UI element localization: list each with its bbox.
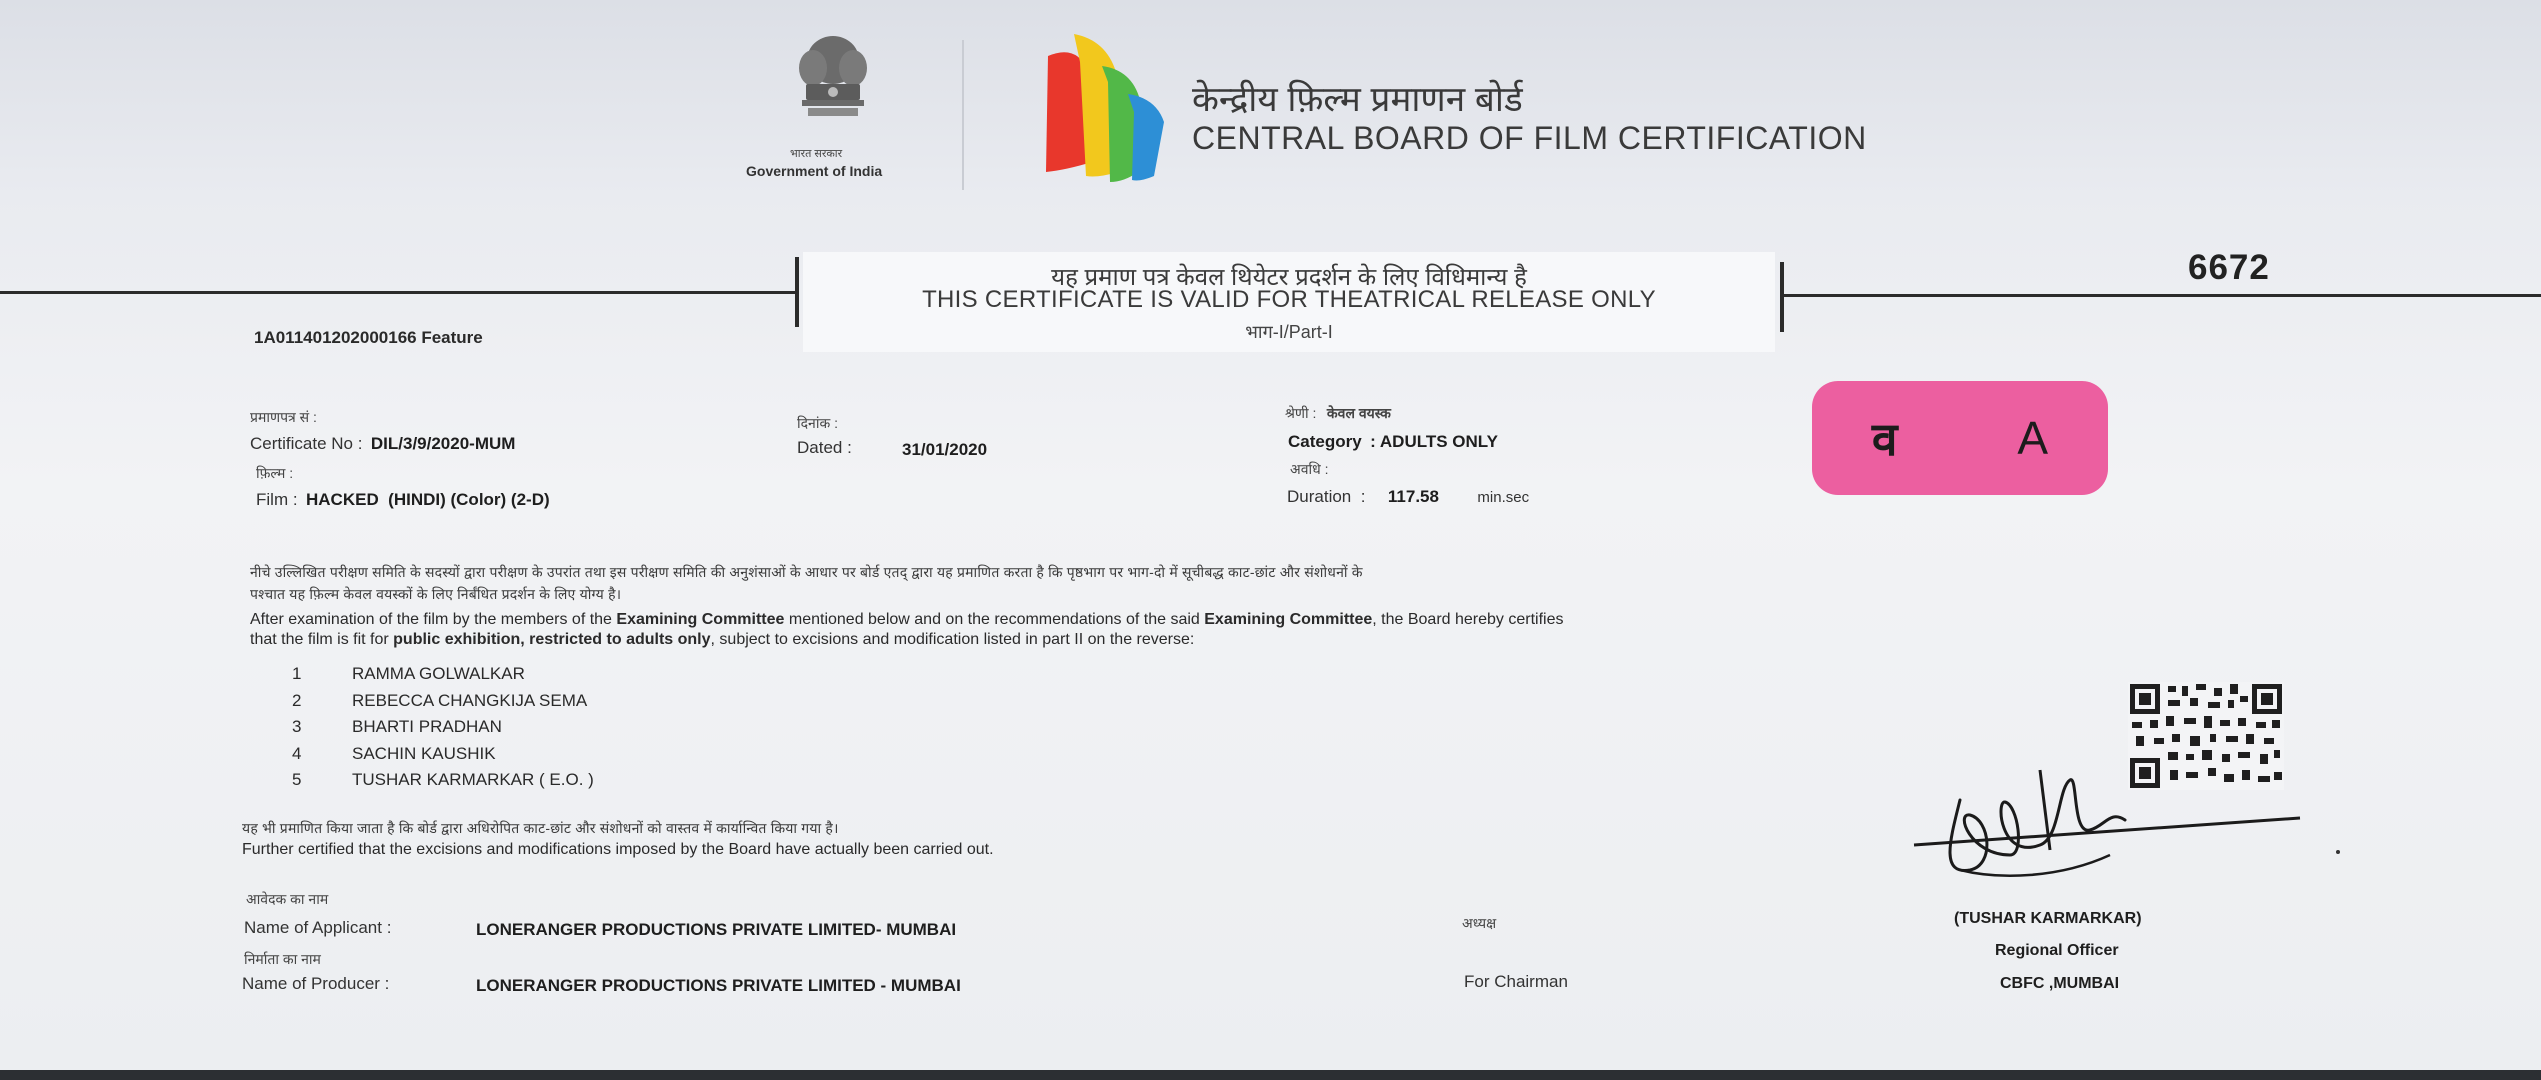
certification-text-english-line1 (250, 610, 1564, 630)
duration-unit: min.sec (1477, 489, 1530, 506)
duration-value: 117.58 (1387, 487, 1439, 506)
certificate-no (250, 434, 515, 454)
member-number: 4 (292, 743, 302, 763)
officer-office: CBFC ,MUMBAI (2000, 975, 2120, 992)
cert-en-l2-a: that the film is fit for (250, 631, 394, 648)
cert-en-l1-d: Examining Committee (1204, 611, 1373, 628)
film-label-hindi: फ़िल्म : (256, 465, 294, 481)
category-label-hindi: श्रेणी : (1285, 405, 1317, 421)
category-value-hindi: केवल वयस्क (1326, 405, 1391, 421)
further-certified-hindi: यह भी प्रमाणित किया जाता है कि बोर्ड द्वारा अधिरोपित काट-छांट और संशोधनों को वास्तव में कार्यान्वित किया गया है। (242, 820, 839, 836)
duration-label: Duration : (1287, 487, 1366, 506)
category-label: Category (1288, 432, 1362, 451)
header-divider (962, 40, 964, 190)
certificate-no-label-hindi: प्रमाणपत्र सं : (250, 409, 317, 425)
serial-number: 6672 (2188, 248, 2270, 287)
further-certified-english: Further certified that the excisions and modifications imposed by the Board have actually been carried out. (242, 841, 994, 858)
member-name: SACHIN KAUSHIK (352, 743, 496, 763)
government-emblem (778, 30, 888, 150)
board-name-english: CENTRAL BOARD OF FILM CERTIFICATION (1192, 120, 1867, 156)
cert-en-l1-b: Examining Committee (616, 611, 785, 628)
producer-label-hindi: निर्माता का नाम (244, 951, 321, 967)
producer-label: Name of Producer : (242, 974, 390, 993)
cert-en-l2-b: public exhibition, restricted to adults only (393, 631, 711, 648)
member-name: REBECCA CHANGKIJA SEMA (352, 690, 588, 710)
category-value: : ADULTS ONLY (1370, 432, 1498, 451)
committee-member (292, 770, 594, 797)
ashoka-emblem-icon (778, 30, 888, 140)
signature-icon (1900, 760, 2320, 910)
rating-hindi: व (1871, 413, 1898, 465)
certification-text-hindi-line2: पश्चात यह फ़िल्म केवल वयस्कों के लिए निर्बंधित प्रदर्शन के लिए योग्य है। (250, 586, 622, 602)
committee-member (292, 744, 594, 771)
certificate-no-value: DIL/3/9/2020-MUM (370, 434, 516, 453)
duration (1287, 487, 1529, 507)
board-name-hindi: केन्द्रीय फ़िल्म प्रमाणन बोर्ड (1192, 80, 1523, 119)
signature-dot (2336, 850, 2340, 854)
date-value: 31/01/2020 (902, 440, 988, 459)
film-label: Film : (256, 490, 298, 509)
signature (1900, 760, 2320, 910)
applicant-label: Name of Applicant : (244, 918, 392, 937)
left-rule (0, 291, 797, 294)
certification-text-hindi-line1: नीचे उल्लिखित परीक्षण समिति के सदस्यों द्वारा परीक्षण के उपरांत तथा इस परीक्षण समिति की अनुशंसाओं के आधार पर बोर्ड एतद् द्वारा यह प्रमाणित करता है कि पृष्ठभाग पर भाग-दो में सूचीबद्ध काट-छांट और संशोधनों के (250, 564, 1363, 580)
applicant-label-hindi: आवेदक का नाम (246, 891, 329, 907)
right-bracket (1780, 262, 1784, 332)
right-rule (1782, 294, 2541, 297)
certification-text-english-line2 (250, 630, 1194, 650)
category (1288, 432, 1498, 452)
member-name: BHARTI PRADHAN (352, 717, 502, 736)
certificate-no-label: Certificate No : (250, 434, 363, 453)
left-bracket (795, 257, 799, 327)
member-name: RAMMA GOLWALKAR (352, 664, 525, 683)
cert-en-l2-c: , subject to excisions and modification listed in part II on the reverse: (710, 631, 1195, 648)
producer-value: LONERANGER PRODUCTIONS PRIVATE LIMITED - MUMBAI (476, 976, 961, 995)
bottom-edge (0, 1070, 2541, 1080)
member-number: 3 (292, 717, 302, 736)
chairman-label-hindi: अध्यक्ष (1462, 915, 1497, 931)
cbfc-logo (1036, 22, 1171, 182)
film-title (256, 490, 550, 510)
committee-member (292, 664, 594, 691)
member-name: TUSHAR KARMARKAR ( E.O. ) (352, 770, 594, 789)
officer-title: Regional Officer (1995, 942, 2119, 959)
emblem-caption-hindi: भारत सरकार (790, 148, 843, 160)
date-label-hindi: दिनांक : (797, 415, 838, 431)
committee-member (292, 717, 594, 744)
reference-code: 1A011401202000166 Feature (254, 328, 483, 347)
chairman-label: For Chairman (1464, 972, 1568, 991)
validity-english: THIS CERTIFICATE IS VALID FOR THEATRICAL RELEASE ONLY (922, 286, 1656, 313)
officer-name: (TUSHAR KARMARKAR) (1954, 910, 2142, 927)
film-value: HACKED (HINDI) (Color) (2-D) (306, 490, 550, 509)
member-number: 5 (292, 770, 302, 789)
committee-member (292, 691, 594, 718)
duration-label-hindi: अवधि : (1290, 461, 1329, 477)
cert-en-l1-e: , the Board hereby certifies (1372, 611, 1564, 628)
rating-english: A (2017, 412, 2049, 464)
emblem-caption-english: Government of India (746, 163, 883, 179)
validity-hindi: यह प्रमाण पत्र केवल थियेटर प्रदर्शन के लिए विधिमान्य है (1051, 264, 1527, 291)
validity-part: भाग-I/Part-I (1245, 322, 1333, 342)
member-number: 1 (292, 664, 302, 683)
committee-members-list (292, 664, 594, 797)
member-number: 2 (292, 690, 302, 710)
applicant-value: LONERANGER PRODUCTIONS PRIVATE LIMITED- MUMBAI (476, 920, 957, 939)
rating-badge (1812, 381, 2108, 495)
cert-en-l1-a: After examination of the film by the members of the (250, 611, 617, 628)
date-label: Dated : (797, 438, 852, 457)
cert-en-l1-c: mentioned below and on the recommendations of the said (784, 611, 1205, 628)
cbfc-logo-icon (1036, 22, 1171, 182)
category-hindi (1285, 404, 1391, 423)
